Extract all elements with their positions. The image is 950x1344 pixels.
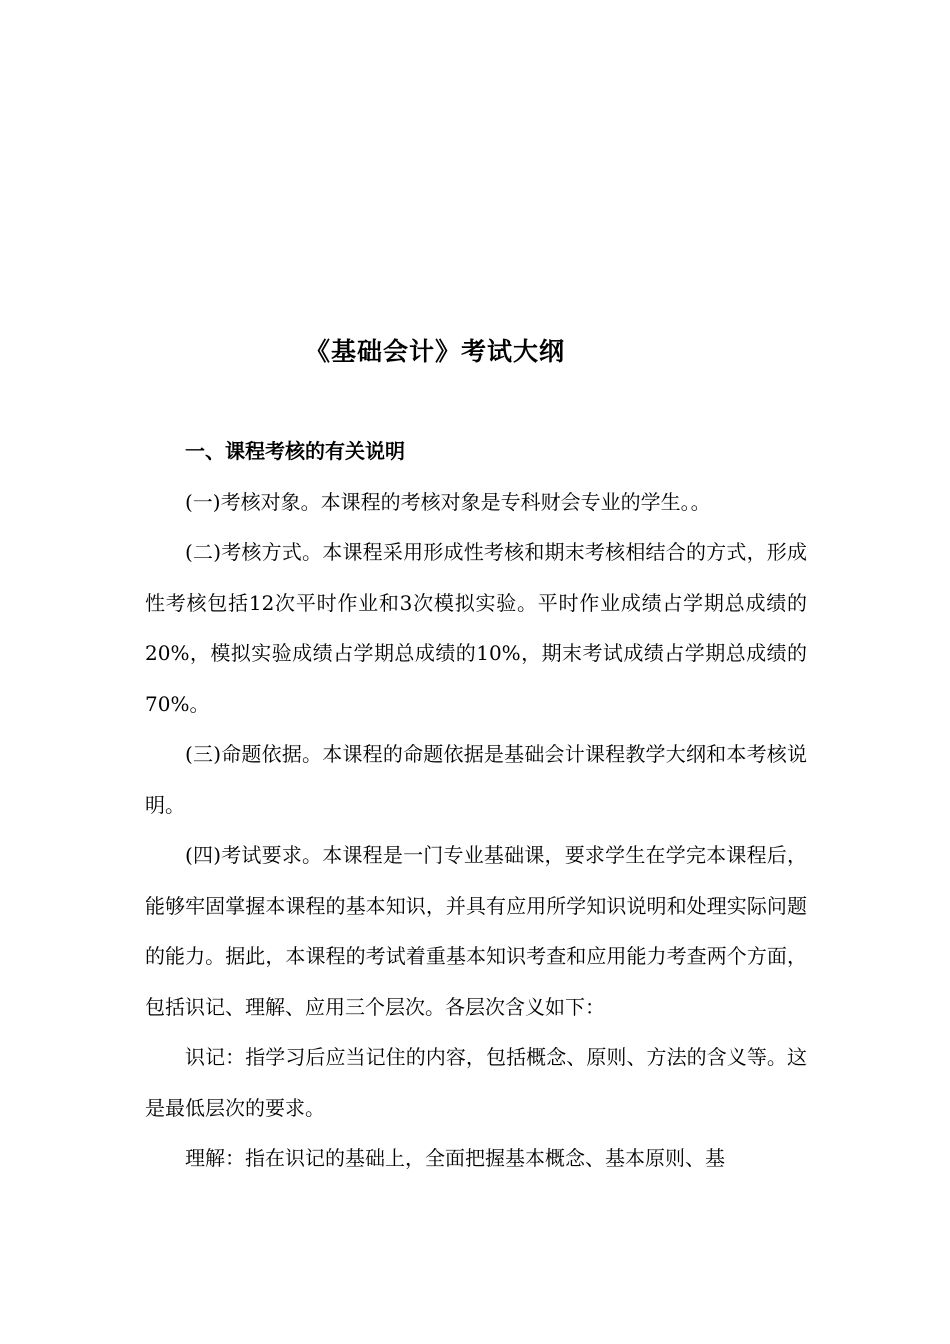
paragraph-assessment-target: (一)考核对象。本课程的考核对象是专科财会专业的学生。。	[185, 489, 711, 514]
paragraph-memorization: 识记：指学习后应当记住的内容，包括概念、原则、方法的含义等。这是最低层次的要求。	[145, 1045, 807, 1120]
paragraph-understanding: 理解：指在识记的基础上，全面把握基本概念、基本原则、基	[185, 1146, 725, 1170]
document-body	[145, 426, 807, 1184]
document-title: 《基础会计》考试大纲	[304, 337, 565, 366]
paragraph-question-basis: (三)命题依据。本课程的命题依据是基础会计课程教学大纲和本考核说明。	[145, 742, 807, 817]
paragraph-exam-requirements: (四)考试要求。本课程是一门专业基础课，要求学生在学完本课程后，能够牢固掌握本课程的基本知识，并具有应用所学知识说明和处理实际问题的能力。据此，本课程的考试着重基本知识考查和应用能力考查两个方面，包括识记、理解、应用三个层次。各层次含义如下：	[145, 843, 807, 1019]
paragraph-assessment-method: (二)考核方式。本课程采用形成性考核和期末考核相结合的方式，形成性考核包括12次平时作业和3次模拟实验。平时作业成绩占学期总成绩的20%，模拟实验成绩占学期总成绩的10%，期末考试成绩占学期总成绩的70%。	[145, 540, 807, 716]
section-heading: 一、课程考核的有关说明	[185, 439, 405, 463]
